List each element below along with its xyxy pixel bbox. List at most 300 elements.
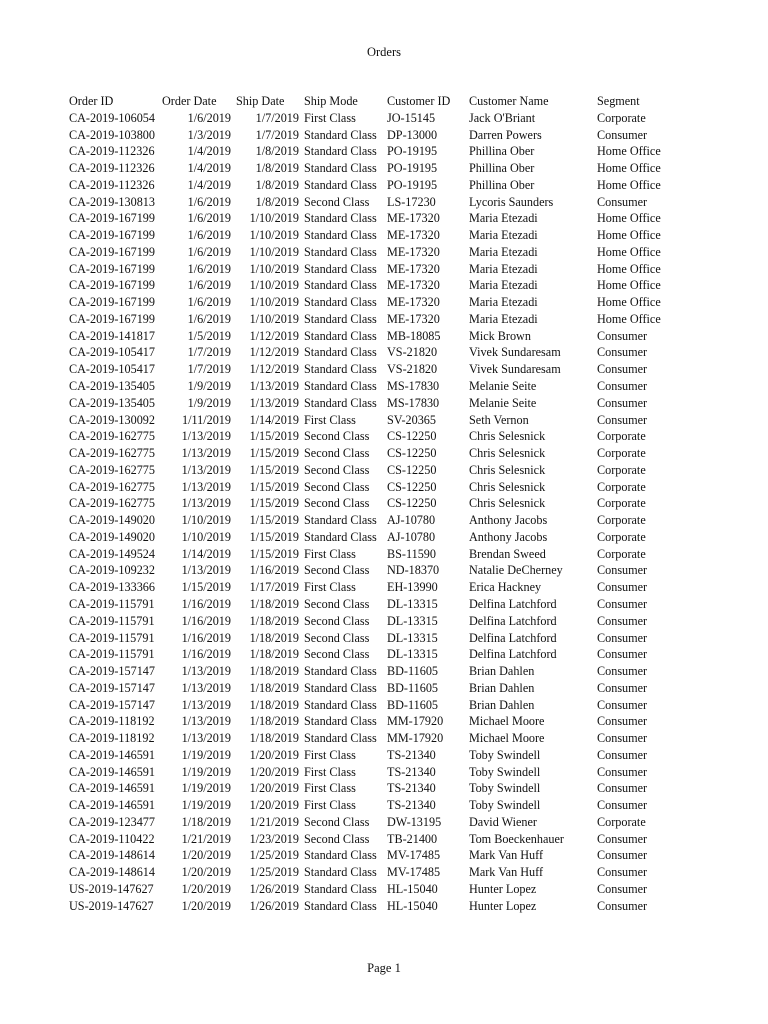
customer-name-cell: Anthony Jacobs [469, 513, 548, 528]
table-row [69, 630, 668, 647]
order-id-cell: CA-2019-115791 [69, 630, 155, 645]
table-row [69, 479, 668, 496]
table-row [69, 194, 668, 211]
segment-cell: Consumer [597, 881, 648, 896]
order-date-cell: 1/14/2019 [181, 546, 231, 561]
table-row [69, 747, 668, 764]
table-row [69, 361, 668, 378]
ship-mode-cell: Standard Class [304, 379, 377, 394]
order-date-cell: 1/13/2019 [181, 714, 231, 729]
ship-date-cell: 1/15/2019 [249, 462, 299, 477]
segment-cell: Consumer [597, 596, 648, 611]
order-date-cell: 1/9/2019 [187, 395, 231, 410]
ship-date-cell: 1/20/2019 [249, 798, 299, 813]
order-date-cell: 1/4/2019 [187, 177, 231, 192]
ship-date-cell: 1/18/2019 [249, 596, 299, 611]
customer-id-cell: ME-17320 [387, 295, 440, 310]
ship-date-cell: 1/15/2019 [249, 529, 299, 544]
order-date-cell: 1/6/2019 [187, 194, 231, 209]
customer-id-cell: ME-17320 [387, 278, 440, 293]
orders-table [69, 93, 668, 915]
customer-name-cell: Darren Powers [469, 127, 542, 142]
order-date-cell: 1/3/2019 [187, 127, 231, 142]
ship-mode-cell: Standard Class [304, 731, 377, 746]
table-row [69, 529, 668, 546]
customer-name-cell: Mick Brown [469, 328, 531, 343]
ship-mode-cell: Second Class [304, 613, 370, 628]
ship-date-cell: 1/18/2019 [249, 731, 299, 746]
order-id-cell: CA-2019-115791 [69, 596, 155, 611]
customer-name-cell: Brian Dahlen [469, 680, 535, 695]
order-id-cell: US-2019-147627 [69, 898, 154, 913]
table-row [69, 445, 668, 462]
column-header-order-date: Order Date [162, 94, 217, 108]
customer-name-cell: Phillina Ober [469, 144, 535, 159]
ship-mode-cell: Second Class [304, 479, 370, 494]
order-date-cell: 1/21/2019 [181, 831, 231, 846]
order-id-cell: US-2019-147627 [69, 881, 154, 896]
order-id-cell: CA-2019-167199 [69, 228, 155, 243]
column-header-ship-date: Ship Date [236, 94, 285, 108]
order-date-cell: 1/18/2019 [181, 814, 231, 829]
table-row [69, 864, 668, 881]
order-date-cell: 1/16/2019 [181, 613, 231, 628]
column-header-customer-name: Customer Name [469, 94, 549, 108]
order-id-cell: CA-2019-112326 [69, 144, 155, 159]
customer-name-cell: Brian Dahlen [469, 697, 535, 712]
segment-cell: Consumer [597, 563, 648, 578]
order-date-cell: 1/13/2019 [181, 429, 231, 444]
ship-mode-cell: Second Class [304, 647, 370, 662]
table-row [69, 512, 668, 529]
customer-name-cell: Toby Swindell [469, 798, 541, 813]
ship-date-cell: 1/20/2019 [249, 781, 299, 796]
table-row [69, 596, 668, 613]
segment-cell: Consumer [597, 680, 648, 695]
order-date-cell: 1/16/2019 [181, 630, 231, 645]
ship-date-cell: 1/15/2019 [249, 429, 299, 444]
order-date-cell: 1/6/2019 [187, 110, 231, 125]
order-id-cell: CA-2019-157147 [69, 664, 155, 679]
customer-id-cell: DP-13000 [387, 127, 438, 142]
customer-name-cell: Maria Etezadi [469, 278, 538, 293]
segment-cell: Consumer [597, 613, 648, 628]
ship-date-cell: 1/25/2019 [249, 865, 299, 880]
customer-name-cell: Lycoris Saunders [469, 194, 554, 209]
order-id-cell: CA-2019-115791 [69, 613, 155, 628]
table-row [69, 495, 668, 512]
table-row [69, 898, 668, 915]
order-id-cell: CA-2019-146591 [69, 764, 155, 779]
order-id-cell: CA-2019-110422 [69, 831, 155, 846]
order-id-cell: CA-2019-162775 [69, 496, 155, 511]
ship-mode-cell: Standard Class [304, 898, 377, 913]
order-date-cell: 1/20/2019 [181, 848, 231, 863]
customer-id-cell: TS-21340 [387, 798, 436, 813]
ship-mode-cell: Second Class [304, 630, 370, 645]
table-row [69, 378, 668, 395]
ship-mode-cell: First Class [304, 747, 356, 762]
segment-cell: Consumer [597, 865, 648, 880]
customer-id-cell: PO-19195 [387, 144, 438, 159]
customer-id-cell: TB-21400 [387, 831, 438, 846]
customer-id-cell: VS-21820 [387, 362, 438, 377]
customer-id-cell: LS-17230 [387, 194, 436, 209]
ship-mode-cell: Standard Class [304, 697, 377, 712]
ship-mode-cell: First Class [304, 546, 356, 561]
customer-name-cell: Melanie Seite [469, 395, 537, 410]
ship-date-cell: 1/26/2019 [249, 898, 299, 913]
order-date-cell: 1/13/2019 [181, 664, 231, 679]
customer-id-cell: CS-12250 [387, 446, 437, 461]
segment-cell: Corporate [597, 496, 646, 511]
ship-mode-cell: Second Class [304, 429, 370, 444]
segment-cell: Consumer [597, 831, 648, 846]
customer-name-cell: Phillina Ober [469, 177, 535, 192]
table-row [69, 462, 668, 479]
ship-date-cell: 1/14/2019 [249, 412, 299, 427]
segment-cell: Home Office [597, 261, 661, 276]
customer-id-cell: ND-18370 [387, 563, 440, 578]
order-date-cell: 1/4/2019 [187, 161, 231, 176]
ship-mode-cell: First Class [304, 580, 356, 595]
ship-mode-cell: First Class [304, 412, 356, 427]
table-row [69, 328, 668, 345]
customer-name-cell: Hunter Lopez [469, 881, 537, 896]
segment-cell: Consumer [597, 412, 648, 427]
order-id-cell: CA-2019-135405 [69, 379, 155, 394]
ship-mode-cell: First Class [304, 781, 356, 796]
ship-mode-cell: Second Class [304, 831, 370, 846]
ship-mode-cell: First Class [304, 110, 356, 125]
customer-id-cell: BD-11605 [387, 697, 439, 712]
ship-mode-cell: Standard Class [304, 278, 377, 293]
customer-id-cell: TS-21340 [387, 747, 436, 762]
ship-mode-cell: Standard Class [304, 244, 377, 259]
order-id-cell: CA-2019-106054 [69, 110, 155, 125]
ship-date-cell: 1/8/2019 [255, 177, 299, 192]
customer-id-cell: DW-13195 [387, 814, 442, 829]
table-row [69, 428, 668, 445]
ship-date-cell: 1/20/2019 [249, 764, 299, 779]
order-date-cell: 1/13/2019 [181, 462, 231, 477]
customer-id-cell: PO-19195 [387, 161, 438, 176]
customer-id-cell: DL-13315 [387, 647, 438, 662]
table-row [69, 127, 668, 144]
customer-id-cell: DL-13315 [387, 596, 438, 611]
customer-name-cell: Maria Etezadi [469, 261, 538, 276]
customer-id-cell: MM-17920 [387, 731, 444, 746]
order-id-cell: CA-2019-149524 [69, 546, 155, 561]
ship-date-cell: 1/10/2019 [249, 278, 299, 293]
column-header-customer-id: Customer ID [387, 94, 451, 108]
table-row [69, 546, 668, 563]
customer-id-cell: ME-17320 [387, 244, 440, 259]
customer-name-cell: Chris Selesnick [469, 462, 546, 477]
ship-mode-cell: Second Class [304, 446, 370, 461]
ship-date-cell: 1/18/2019 [249, 613, 299, 628]
ship-date-cell: 1/15/2019 [249, 513, 299, 528]
order-id-cell: CA-2019-105417 [69, 345, 155, 360]
segment-cell: Home Office [597, 295, 661, 310]
customer-id-cell: DL-13315 [387, 630, 438, 645]
customer-id-cell: BD-11605 [387, 680, 439, 695]
ship-date-cell: 1/18/2019 [249, 680, 299, 695]
ship-date-cell: 1/18/2019 [249, 647, 299, 662]
ship-mode-cell: First Class [304, 764, 356, 779]
segment-cell: Consumer [597, 395, 648, 410]
ship-date-cell: 1/10/2019 [249, 261, 299, 276]
segment-cell: Corporate [597, 479, 646, 494]
ship-mode-cell: Standard Class [304, 144, 377, 159]
segment-cell: Corporate [597, 462, 646, 477]
table-row [69, 227, 668, 244]
customer-name-cell: Maria Etezadi [469, 211, 538, 226]
customer-name-cell: David Wiener [469, 814, 537, 829]
order-id-cell: CA-2019-148614 [69, 848, 155, 863]
segment-cell: Consumer [597, 328, 648, 343]
ship-date-cell: 1/12/2019 [249, 345, 299, 360]
customer-id-cell: TS-21340 [387, 764, 436, 779]
table-row [69, 730, 668, 747]
order-id-cell: CA-2019-162775 [69, 446, 155, 461]
order-id-cell: CA-2019-141817 [69, 328, 155, 343]
order-date-cell: 1/6/2019 [187, 228, 231, 243]
segment-cell: Consumer [597, 898, 648, 913]
order-id-cell: CA-2019-130092 [69, 412, 155, 427]
ship-date-cell: 1/26/2019 [249, 881, 299, 896]
ship-date-cell: 1/10/2019 [249, 295, 299, 310]
table-row [69, 311, 668, 328]
ship-date-cell: 1/18/2019 [249, 630, 299, 645]
order-id-cell: CA-2019-167199 [69, 295, 155, 310]
order-id-cell: CA-2019-133366 [69, 580, 155, 595]
ship-date-cell: 1/21/2019 [249, 814, 299, 829]
customer-id-cell: MB-18085 [387, 328, 441, 343]
ship-mode-cell: Standard Class [304, 865, 377, 880]
table-row [69, 764, 668, 781]
segment-cell: Home Office [597, 161, 661, 176]
ship-mode-cell: Standard Class [304, 311, 377, 326]
order-date-cell: 1/10/2019 [181, 529, 231, 544]
customer-name-cell: Melanie Seite [469, 379, 537, 394]
table-row [69, 847, 668, 864]
customer-name-cell: Toby Swindell [469, 764, 541, 779]
segment-cell: Consumer [597, 747, 648, 762]
order-id-cell: CA-2019-123477 [69, 814, 155, 829]
order-id-cell: CA-2019-149020 [69, 513, 155, 528]
customer-id-cell: PO-19195 [387, 177, 438, 192]
order-date-cell: 1/16/2019 [181, 647, 231, 662]
segment-cell: Corporate [597, 529, 646, 544]
order-date-cell: 1/6/2019 [187, 211, 231, 226]
customer-name-cell: Delfina Latchford [469, 613, 557, 628]
column-header-ship-mode: Ship Mode [304, 94, 358, 108]
ship-date-cell: 1/13/2019 [249, 395, 299, 410]
segment-cell: Consumer [597, 714, 648, 729]
order-date-cell: 1/19/2019 [181, 747, 231, 762]
order-date-cell: 1/13/2019 [181, 731, 231, 746]
ship-date-cell: 1/15/2019 [249, 479, 299, 494]
segment-cell: Home Office [597, 144, 661, 159]
order-id-cell: CA-2019-146591 [69, 798, 155, 813]
ship-date-cell: 1/10/2019 [249, 228, 299, 243]
table-row [69, 210, 668, 227]
customer-id-cell: ME-17320 [387, 261, 440, 276]
order-id-cell: CA-2019-109232 [69, 563, 155, 578]
order-date-cell: 1/20/2019 [181, 898, 231, 913]
order-id-cell: CA-2019-118192 [69, 714, 155, 729]
order-id-cell: CA-2019-162775 [69, 429, 155, 444]
customer-name-cell: Anthony Jacobs [469, 529, 548, 544]
customer-id-cell: HL-15040 [387, 898, 438, 913]
ship-date-cell: 1/10/2019 [249, 311, 299, 326]
order-date-cell: 1/5/2019 [187, 328, 231, 343]
customer-name-cell: Vivek Sundaresam [469, 362, 561, 377]
customer-name-cell: Chris Selesnick [469, 446, 546, 461]
ship-mode-cell: Second Class [304, 194, 370, 209]
segment-cell: Consumer [597, 379, 648, 394]
segment-cell: Consumer [597, 781, 648, 796]
segment-cell: Corporate [597, 513, 646, 528]
customer-id-cell: MV-17485 [387, 865, 441, 880]
ship-date-cell: 1/12/2019 [249, 362, 299, 377]
order-date-cell: 1/11/2019 [182, 412, 231, 427]
customer-id-cell: MM-17920 [387, 714, 444, 729]
customer-id-cell: MS-17830 [387, 395, 440, 410]
order-date-cell: 1/6/2019 [187, 295, 231, 310]
customer-id-cell: ME-17320 [387, 211, 440, 226]
customer-name-cell: Erica Hackney [469, 580, 542, 595]
order-id-cell: CA-2019-167199 [69, 211, 155, 226]
segment-cell: Home Office [597, 228, 661, 243]
customer-name-cell: Brendan Sweed [469, 546, 546, 561]
order-date-cell: 1/16/2019 [181, 596, 231, 611]
table-row [69, 395, 668, 412]
segment-cell: Consumer [597, 127, 648, 142]
ship-mode-cell: Second Class [304, 596, 370, 611]
ship-date-cell: 1/18/2019 [249, 664, 299, 679]
order-date-cell: 1/10/2019 [181, 513, 231, 528]
order-id-cell: CA-2019-118192 [69, 731, 155, 746]
order-id-cell: CA-2019-112326 [69, 177, 155, 192]
order-date-cell: 1/15/2019 [181, 580, 231, 595]
order-date-cell: 1/7/2019 [187, 362, 231, 377]
ship-date-cell: 1/8/2019 [255, 144, 299, 159]
order-date-cell: 1/13/2019 [181, 680, 231, 695]
order-date-cell: 1/9/2019 [187, 379, 231, 394]
customer-name-cell: Phillina Ober [469, 161, 535, 176]
table-row [69, 697, 668, 714]
order-date-cell: 1/19/2019 [181, 781, 231, 796]
segment-cell: Consumer [597, 697, 648, 712]
table-row [69, 713, 668, 730]
customer-name-cell: Toby Swindell [469, 781, 541, 796]
ship-date-cell: 1/13/2019 [249, 379, 299, 394]
customer-name-cell: Brian Dahlen [469, 664, 535, 679]
table-row [69, 780, 668, 797]
ship-date-cell: 1/12/2019 [249, 328, 299, 343]
order-id-cell: CA-2019-148614 [69, 865, 155, 880]
order-id-cell: CA-2019-167199 [69, 261, 155, 276]
table-row [69, 412, 668, 429]
customer-name-cell: Seth Vernon [469, 412, 529, 427]
customer-id-cell: MV-17485 [387, 848, 441, 863]
customer-name-cell: Chris Selesnick [469, 429, 546, 444]
order-date-cell: 1/6/2019 [187, 278, 231, 293]
table-row [69, 646, 668, 663]
ship-mode-cell: Standard Class [304, 328, 377, 343]
order-date-cell: 1/7/2019 [187, 345, 231, 360]
customer-id-cell: JO-15145 [387, 110, 436, 125]
customer-name-cell: Mark Van Huff [469, 848, 544, 863]
ship-mode-cell: Standard Class [304, 261, 377, 276]
ship-date-cell: 1/18/2019 [249, 697, 299, 712]
customer-id-cell: SV-20365 [387, 412, 436, 427]
segment-cell: Home Office [597, 278, 661, 293]
ship-mode-cell: Standard Class [304, 714, 377, 729]
segment-cell: Consumer [597, 731, 648, 746]
segment-cell: Corporate [597, 446, 646, 461]
order-date-cell: 1/13/2019 [181, 496, 231, 511]
segment-cell: Corporate [597, 814, 646, 829]
customer-name-cell: Natalie DeCherney [469, 563, 563, 578]
document-title: Orders [366, 45, 401, 59]
order-date-cell: 1/13/2019 [181, 697, 231, 712]
segment-cell: Consumer [597, 194, 648, 209]
customer-name-cell: Tom Boeckenhauer [469, 831, 564, 846]
ship-date-cell: 1/8/2019 [255, 161, 299, 176]
order-date-cell: 1/13/2019 [181, 446, 231, 461]
segment-cell: Consumer [597, 345, 648, 360]
order-id-cell: CA-2019-112326 [69, 161, 155, 176]
customer-name-cell: Delfina Latchford [469, 596, 557, 611]
customer-id-cell: ME-17320 [387, 228, 440, 243]
ship-mode-cell: Standard Class [304, 177, 377, 192]
ship-mode-cell: Standard Class [304, 513, 377, 528]
customer-id-cell: BD-11605 [387, 664, 439, 679]
ship-date-cell: 1/23/2019 [249, 831, 299, 846]
customer-id-cell: VS-21820 [387, 345, 438, 360]
order-id-cell: CA-2019-103800 [69, 127, 155, 142]
customer-id-cell: EH-13990 [387, 580, 438, 595]
segment-cell: Consumer [597, 798, 648, 813]
customer-id-cell: DL-13315 [387, 613, 438, 628]
table-row [69, 277, 668, 294]
segment-cell: Consumer [597, 664, 648, 679]
customer-id-cell: ME-17320 [387, 311, 440, 326]
table-row [69, 797, 668, 814]
ship-date-cell: 1/18/2019 [249, 714, 299, 729]
ship-mode-cell: Standard Class [304, 680, 377, 695]
segment-cell: Consumer [597, 764, 648, 779]
customer-name-cell: Michael Moore [469, 731, 545, 746]
ship-date-cell: 1/20/2019 [249, 747, 299, 762]
table-row [69, 110, 668, 127]
customer-name-cell: Toby Swindell [469, 747, 541, 762]
order-date-cell: 1/13/2019 [181, 563, 231, 578]
customer-name-cell: Maria Etezadi [469, 295, 538, 310]
segment-cell: Home Office [597, 244, 661, 259]
table-row [69, 261, 668, 278]
order-id-cell: CA-2019-149020 [69, 529, 155, 544]
order-id-cell: CA-2019-167199 [69, 278, 155, 293]
ship-mode-cell: Second Class [304, 563, 370, 578]
ship-mode-cell: Standard Class [304, 664, 377, 679]
segment-cell: Corporate [597, 546, 646, 561]
table-row [69, 562, 668, 579]
order-date-cell: 1/6/2019 [187, 311, 231, 326]
